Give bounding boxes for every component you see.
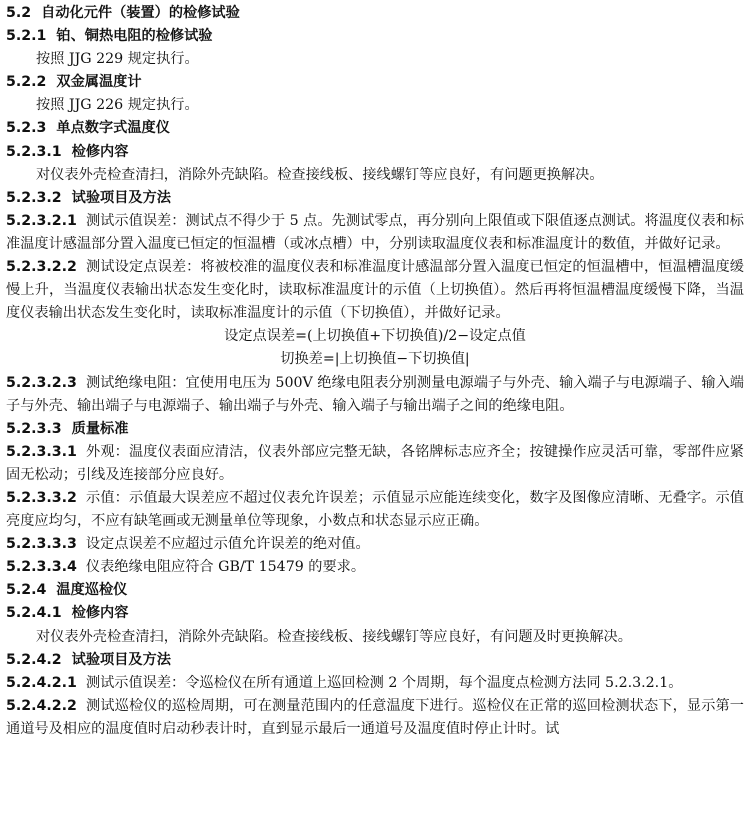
clause-text: 示值：示值最大误差应不超过仪表允许误差；示值显示应能连续变化，数字及图像应清晰、无叠字。示值亮度应均匀，不应有缺笔画或无测量单位等现象，小数点和状态显示应正确。 <box>6 489 744 530</box>
clause-number: 5.2.3.3.1 <box>6 443 77 460</box>
paragraph-5-2-3-3-3 <box>6 533 744 556</box>
heading-number: 5.2.3.1 <box>6 143 62 160</box>
heading-title: 试验项目及方法 <box>71 651 171 668</box>
clause-number: 5.2.4.2.2 <box>6 697 77 714</box>
clause-text: 测试设定点误差：将被校准的温度仪表和标准温度计感温部分置入温度已恒定的恒温槽中，恒温槽温度缓慢上升，当温度仪表输出状态发生变化时，读取标准温度计的示值（上切换值）。然后再将恒温槽温度缓慢下降，当温度仪表输出状态发生变化时，读取标准温度计的示值（下切换值），并做好记录。 <box>6 259 744 322</box>
heading-title: 检修内容 <box>71 143 129 160</box>
heading-number: 5.2 <box>6 5 32 21</box>
heading-5-2-3-1 <box>6 141 744 164</box>
heading-title: 双金属温度计 <box>56 74 142 91</box>
heading-title: 单点数字式温度仪 <box>56 120 170 137</box>
heading-5-2-1 <box>6 25 744 48</box>
paragraph-5-2-4-2-2 <box>6 695 744 741</box>
clause-text: 测试示值误差：令巡检仪在所有通道上巡回检测 2 个周期，每个温度点检测方法同 5.2.3.2.1。 <box>85 674 683 691</box>
paragraph-5-2-3-2-2 <box>6 256 744 325</box>
clause-number: 5.2.3.3.4 <box>6 559 77 576</box>
paragraph-5-2-2: 按照 JJG 226 规定执行。 <box>36 97 199 114</box>
heading-number: 5.2.3.2 <box>6 189 62 206</box>
paragraph-5-2-1: 按照 JJG 229 规定执行。 <box>36 51 199 68</box>
paragraph-5-2-3-2-3 <box>6 372 744 418</box>
heading-number: 5.2.4 <box>6 582 47 599</box>
heading-title: 温度巡检仪 <box>56 582 128 599</box>
clause-text: 测试巡检仪的巡检周期，可在测量范围内的任意温度下进行。巡检仪在正常的巡回检测状态下，显示第一通道号及相应的温度值时启动秒表计时，直到显示最后一通道号及温度值时停止计时。试 <box>6 697 744 737</box>
heading-title: 铂、铜热电阻的检修试验 <box>56 28 213 45</box>
heading-title: 质量标准 <box>71 420 129 437</box>
paragraph-5-2-3-3-1 <box>6 441 744 487</box>
heading-5-2-4-2 <box>6 649 744 672</box>
paragraph-5-2-3-2-1 <box>6 210 744 256</box>
paragraph-5-2-4-2-1 <box>6 672 744 695</box>
heading-5-2-4-1 <box>6 602 744 625</box>
heading-number: 5.2.4.1 <box>6 605 62 622</box>
clause-text: 外观：温度仪表面应清洁，仪表外部应完整无缺，各铭牌标志应齐全；按键操作应灵活可靠，零部件应紧固无松动；引线及连接部分应良好。 <box>6 443 744 483</box>
heading-5-2-4 <box>6 579 744 602</box>
heading-number: 5.2.3.3 <box>6 420 62 437</box>
clause-number: 5.2.3.2.1 <box>6 212 77 229</box>
clause-number: 5.2.3.2.3 <box>6 374 77 391</box>
heading-number: 5.2.3 <box>6 120 47 137</box>
clause-text: 测试示值误差：测试点不得少于 5 点。先测试零点，再分别向上限值或下限值逐点测试。将温度仪表和标准温度计感温部分置入温度已恒定的恒温槽（或冰点槽）中，分别读取温度仪表和标准温度计的数值，并做好记录。 <box>6 212 744 252</box>
clause-number: 5.2.4.2.1 <box>6 674 77 691</box>
formula-switching-difference: 切换差=|上切换值−下切换值| <box>280 351 470 368</box>
paragraph-5-2-3-3-2 <box>6 487 744 533</box>
paragraph-5-2-3-1: 对仪表外壳检查清扫，消除外壳缺陷。检查接线板、接线螺钉等应良好，有问题更换解决。 <box>36 166 604 183</box>
heading-number: 5.2.2 <box>6 74 47 91</box>
heading-5-2-3 <box>6 117 744 140</box>
clause-number: 5.2.3.3.3 <box>6 536 77 553</box>
heading-title: 检修内容 <box>71 605 129 622</box>
heading-5-2-3-3 <box>6 418 744 441</box>
clause-text: 设定点误差不应超过示值允许误差的绝对值。 <box>85 536 370 553</box>
clause-number: 5.2.3.3.2 <box>6 489 77 506</box>
clause-number: 5.2.3.2.2 <box>6 259 77 276</box>
heading-number: 5.2.1 <box>6 28 47 45</box>
paragraph-5-2-3-3-4 <box>6 556 744 579</box>
formula-setpoint-error: 设定点误差=(上切换值+下切换值)/2−设定点值 <box>224 328 526 345</box>
heading-title: 自动化元件（装置）的检修试验 <box>41 5 240 21</box>
heading-number: 5.2.4.2 <box>6 651 62 668</box>
clause-text: 仪表绝缘电阻应符合 GB/T 15479 的要求。 <box>85 559 366 576</box>
heading-5-2-2 <box>6 71 744 94</box>
heading-5-2-3-2 <box>6 187 744 210</box>
heading-5-2 <box>6 2 744 25</box>
paragraph-5-2-4-1: 对仪表外壳检查清扫，消除外壳缺陷。检查接线板、接线螺钉等应良好，有问题及时更换解决。 <box>36 628 632 645</box>
heading-title: 试验项目及方法 <box>71 189 171 206</box>
clause-text: 测试绝缘电阻：宜使用电压为 500V 绝缘电阻表分别测量电源端子与外壳、输入端子与电源端子、输入端子与外壳、输出端子与电源端子、输出端子与外壳、输入端子与输出端子之间的绝缘电阻。 <box>6 374 744 414</box>
